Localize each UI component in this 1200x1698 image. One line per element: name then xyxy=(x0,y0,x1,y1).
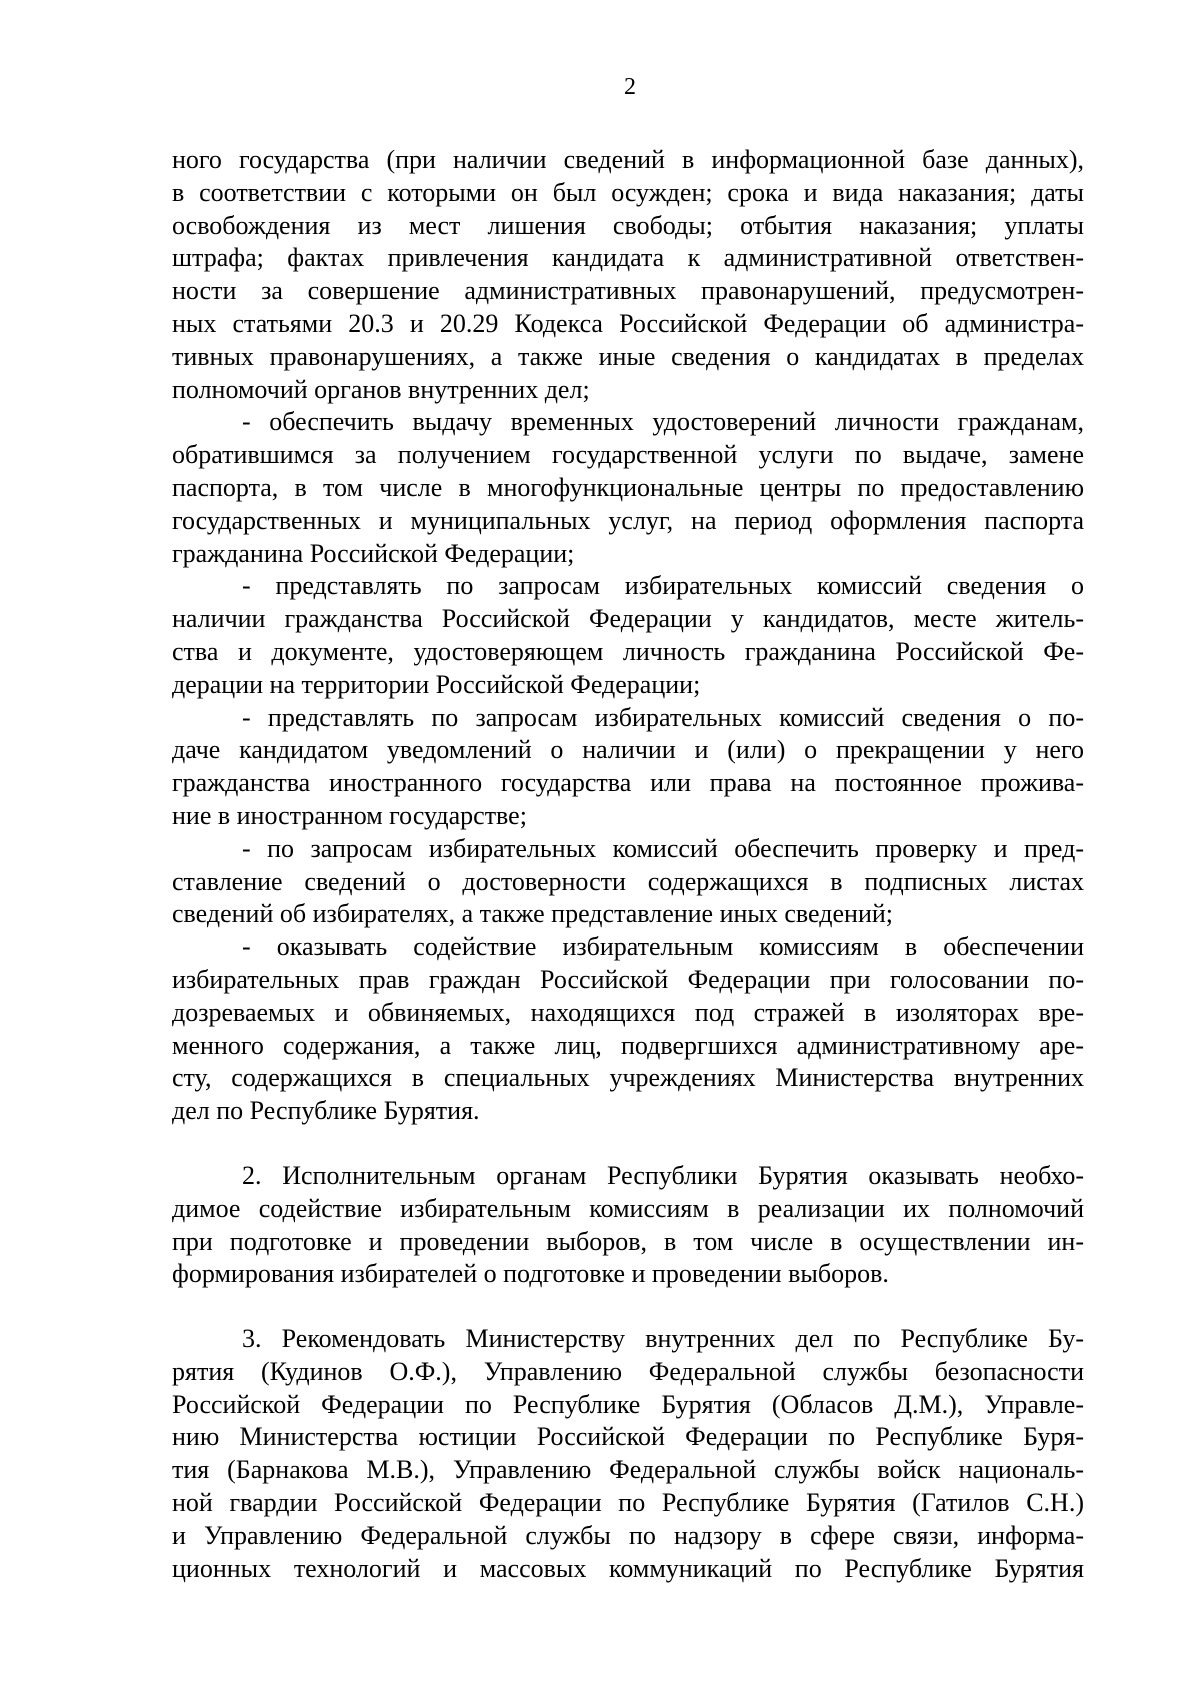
text-line: даче кандидатом уведомлений о наличии и (или) о прекращении у него xyxy=(172,735,1084,765)
text-line: - представлять по запросам избирательных комиссий сведения о по- xyxy=(242,702,1084,732)
text-line: димое содействие избирательным комиссиям в реализации их полномочий xyxy=(172,1193,1084,1223)
list-item-citizenship-info xyxy=(172,570,1084,701)
page-number: 2 xyxy=(624,74,636,100)
text-line: ного государства (при наличии сведений в информационной базе данных), xyxy=(172,145,1084,174)
text-line: Российской Федерации по Республике Бурятия (Обласов Д.М.), Управле- xyxy=(172,1389,1084,1419)
list-item-issue-temporary-ids xyxy=(172,406,1084,570)
text-line: ных статьями 20.3 и 20.29 Кодекса Российской Федерации об администра- xyxy=(172,308,1084,338)
text-line: государственных и муниципальных услуг, на период оформления паспорта xyxy=(172,505,1084,535)
section-2-paragraph xyxy=(172,1160,1084,1291)
text-line: дозреваемых и обвиняемых, находящихся под стражей в изоляторах вре- xyxy=(172,997,1084,1027)
text-line: ности за совершение административных правонарушений, предусмотрен- xyxy=(172,276,1084,306)
text-line: ционных технологий и массовых коммуникаций по Республике Бурятия xyxy=(172,1553,1084,1583)
document-body xyxy=(172,144,1084,1585)
text-line: гражданства иностранного государства или права на постоянное прожива- xyxy=(172,768,1084,798)
section-3-paragraph xyxy=(172,1323,1084,1585)
text-line: рятия (Кудинов О.Ф.), Управлению Федеральной службы безопасности xyxy=(172,1356,1084,1386)
text-line: штрафа; фактах привлечения кандидата к административной ответствен- xyxy=(172,243,1084,273)
text-line: ства и документе, удостоверяющем личность гражданина Российской Фе- xyxy=(172,636,1084,666)
list-item-voting-rights-support xyxy=(172,931,1084,1128)
text-line: дерации на территории Российской Федерации; xyxy=(172,669,701,699)
text-line: сведений об избирателях, а также представление иных сведений; xyxy=(172,899,893,929)
text-line: освобождения из мест лишения свободы; отбытия наказания; уплаты xyxy=(172,210,1084,240)
text-line: при подготовке и проведении выборов, в том числе в осуществлении ин- xyxy=(172,1226,1084,1256)
text-line: сту, содержащихся в специальных учреждениях Министерства внутренних xyxy=(172,1063,1084,1093)
text-line: ной гвардии Российской Федерации по Республике Бурятия (Гатилов С.Н.) xyxy=(172,1488,1084,1518)
text-line: и Управлению Федеральной службы по надзору в сфере связи, информа- xyxy=(172,1520,1084,1550)
text-line: формирования избирателей о подготовке и проведении выборов. xyxy=(172,1259,889,1289)
text-line: дел по Республике Бурятия. xyxy=(172,1096,480,1126)
text-line: - обеспечить выдачу временных удостоверений личности гражданам, xyxy=(242,407,1084,437)
text-line: тия (Барнакова М.В.), Управлению Федеральной службы войск националь- xyxy=(172,1455,1084,1485)
text-line: полномочий органов внутренних дел; xyxy=(172,374,590,404)
text-line: нию Министерства юстиции Российской Федерации по Республике Буря- xyxy=(172,1422,1084,1452)
list-item-signature-sheet-verification xyxy=(172,833,1084,931)
text-line: ставление сведений о достоверности содержащихся в подписных листах xyxy=(172,866,1084,896)
paragraph-continuation xyxy=(172,144,1084,406)
paragraph-spacer xyxy=(172,1291,1084,1323)
text-line: - по запросам избирательных комиссий обеспечить проверку и пред- xyxy=(242,833,1084,863)
text-line: тивных правонарушениях, а также иные сведения о кандидатах в пределах xyxy=(172,341,1084,371)
text-line: 3. Рекомендовать Министерству внутренних дел по Республике Бу- xyxy=(242,1324,1084,1354)
text-line: паспорта, в том числе в многофункциональные центры по предоставлению xyxy=(172,472,1084,502)
paragraph-spacer xyxy=(172,1128,1084,1160)
text-line: обратившимся за получением государственной услуги по выдаче, замене xyxy=(172,440,1084,470)
text-line: наличии гражданства Российской Федерации у кандидатов, месте житель- xyxy=(172,604,1084,634)
text-line: гражданина Российской Федерации; xyxy=(172,538,575,568)
list-item-foreign-citizenship-notices xyxy=(172,702,1084,833)
text-line: менного содержания, а также лиц, подвергшихся административному аре- xyxy=(172,1030,1084,1060)
text-line: в соответствии с которыми он был осужден; срока и вида наказания; даты xyxy=(172,177,1084,207)
text-line: - оказывать содействие избирательным комиссиям в обеспечении xyxy=(242,932,1084,962)
text-line: - представлять по запросам избирательных комиссий сведения о xyxy=(242,571,1084,601)
text-line: ние в иностранном государстве; xyxy=(172,800,527,830)
text-line: избирательных прав граждан Российской Федерации при голосовании по- xyxy=(172,964,1084,994)
text-line: 2. Исполнительным органам Республики Бурятия оказывать необхо- xyxy=(242,1160,1084,1190)
